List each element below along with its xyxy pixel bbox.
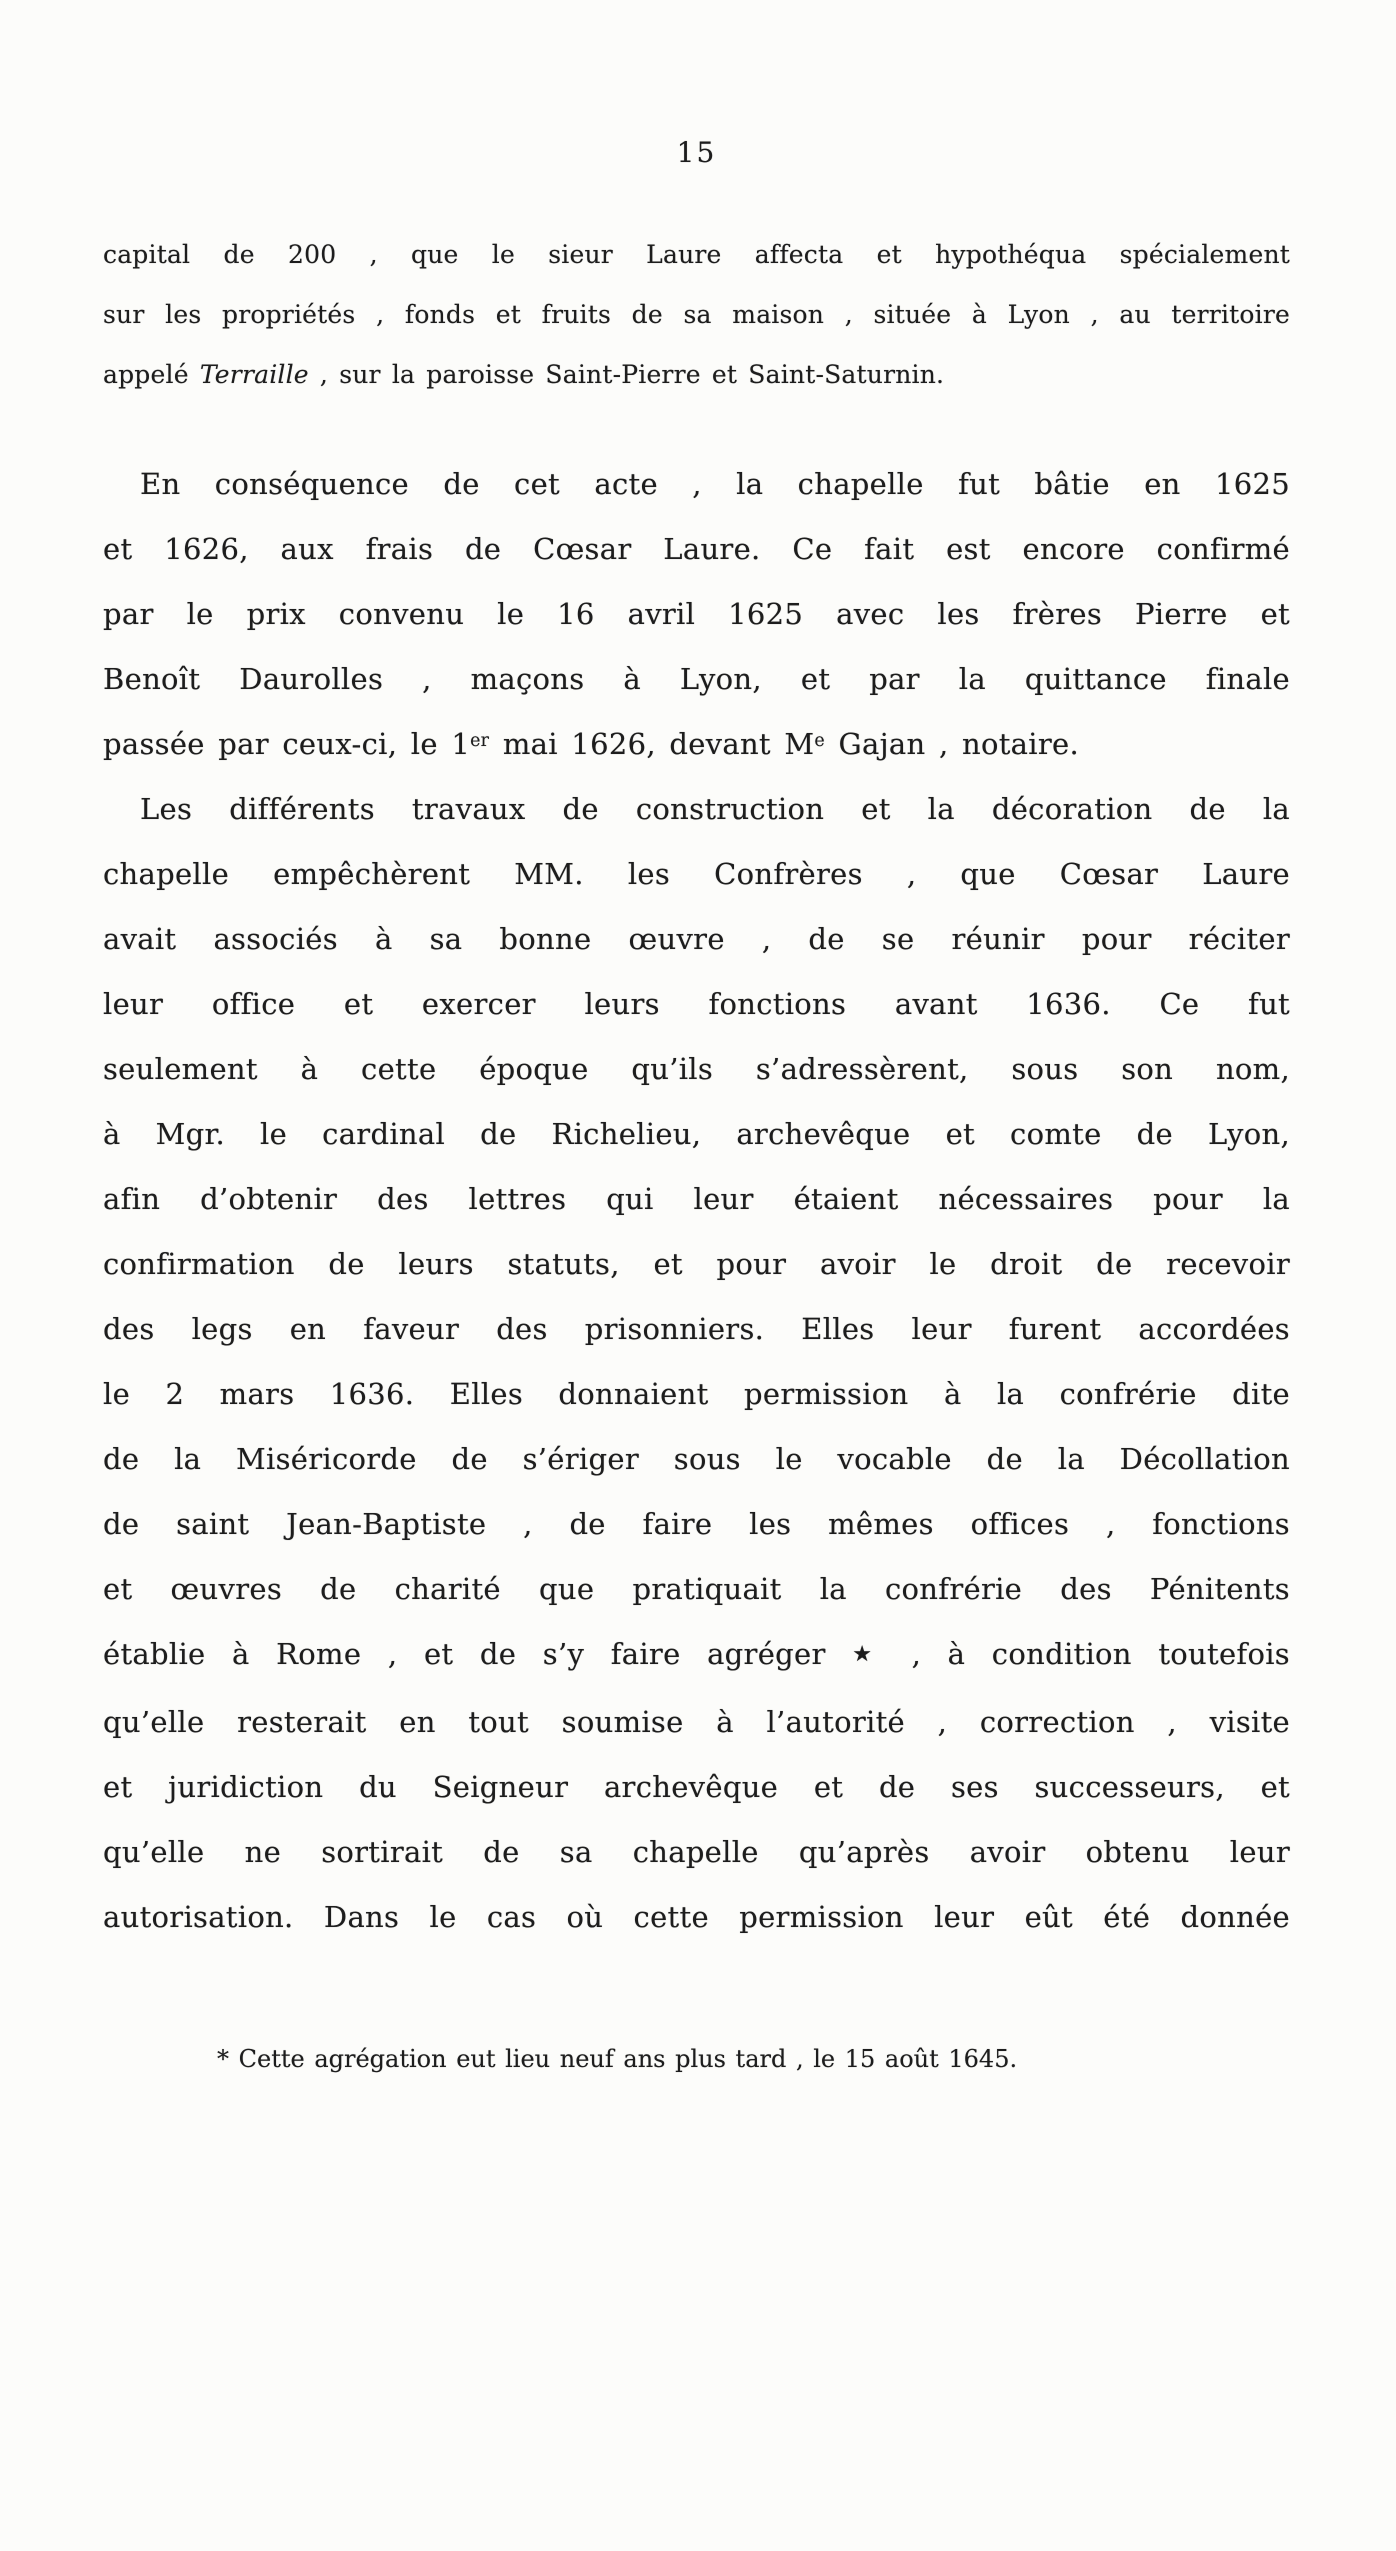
text-run: , à condition toutefois bbox=[885, 1637, 1290, 1671]
text-run: avait associés à sa bonne œuvre , de se réunir pour réciter bbox=[103, 922, 1290, 956]
text-line bbox=[103, 647, 1290, 712]
text-run: passée par ceux-ci, le 1 bbox=[103, 727, 471, 761]
paragraph-body-1 bbox=[103, 452, 1290, 777]
text-run: à Mgr. le cardinal de Richelieu, archevêque et comte de Lyon, bbox=[103, 1117, 1290, 1151]
text-line bbox=[103, 1755, 1290, 1820]
text-line bbox=[103, 2042, 1290, 2076]
text-run: autorisation. Dans le cas où cette permission leur eût été donnée bbox=[103, 1900, 1290, 1934]
text-run: e bbox=[814, 731, 825, 752]
text-line bbox=[103, 1622, 1290, 1690]
text-run: capital de 200 , que le sieur Laure affecta et hypothéqua spécialement bbox=[103, 240, 1290, 269]
text-column bbox=[103, 225, 1290, 1950]
text-run: leur office et exercer leurs fonctions avant 1636. Ce fut bbox=[103, 987, 1290, 1021]
text-run: de saint Jean-Baptiste , de faire les mêmes offices , fonctions bbox=[103, 1507, 1290, 1541]
page-number: 15 bbox=[676, 136, 717, 169]
text-run: Benoît Daurolles , maçons à Lyon, et par la quittance finale bbox=[103, 662, 1290, 696]
text-run: afin d’obtenir des lettres qui leur étaient nécessaires pour la bbox=[103, 1182, 1290, 1216]
text-line bbox=[103, 1297, 1290, 1362]
paragraph-body-2 bbox=[103, 777, 1290, 1950]
paragraph-continuation-small bbox=[103, 225, 1290, 405]
text-line bbox=[103, 452, 1290, 517]
text-line bbox=[103, 1885, 1290, 1950]
text-run: , sur la paroisse Saint-Pierre et Saint-Saturnin. bbox=[308, 360, 945, 389]
text-run: mai 1626, devant M bbox=[489, 727, 815, 761]
text-line bbox=[103, 225, 1290, 285]
text-line bbox=[103, 907, 1290, 972]
text-run: appelé bbox=[103, 360, 200, 389]
text-line bbox=[103, 517, 1290, 582]
text-run: Terraille bbox=[199, 360, 309, 389]
text-run: établie à Rome , et de s’y faire agréger bbox=[103, 1637, 853, 1671]
text-run: et œuvres de charité que pratiquait la confrérie des Pénitents bbox=[103, 1572, 1290, 1606]
footnote-star-marker-icon: ★ bbox=[852, 1642, 886, 1668]
text-run: par le prix convenu le 16 avril 1625 avec les frères Pierre et bbox=[103, 597, 1290, 631]
footnote bbox=[103, 2042, 1290, 2076]
text-line bbox=[103, 1557, 1290, 1622]
text-line bbox=[103, 777, 1290, 842]
text-line bbox=[103, 842, 1290, 907]
text-line bbox=[103, 1690, 1290, 1755]
text-run: Les différents travaux de construction et la décoration de la bbox=[140, 792, 1290, 826]
text-run: seulement à cette époque qu’ils s’adressèrent, sous son nom, bbox=[103, 1052, 1290, 1086]
text-line bbox=[103, 1492, 1290, 1557]
text-run: En conséquence de cet acte , la chapelle fut bâtie en 1625 bbox=[140, 467, 1290, 501]
text-line bbox=[103, 1232, 1290, 1297]
text-run: er bbox=[470, 731, 490, 752]
text-line bbox=[103, 1820, 1290, 1885]
text-line bbox=[103, 712, 1290, 777]
text-run: * Cette agrégation eut lieu neuf ans plus tard , le 15 août 1645. bbox=[217, 2045, 1018, 2073]
text-line bbox=[103, 1167, 1290, 1232]
text-run: des legs en faveur des prisonniers. Elles leur furent accordées bbox=[103, 1312, 1290, 1346]
text-run: de la Miséricorde de s’ériger sous le vocable de la Décollation bbox=[103, 1442, 1290, 1476]
text-run: Gajan , notaire. bbox=[825, 727, 1079, 761]
text-line bbox=[103, 1037, 1290, 1102]
text-run: sur les propriétés , fonds et fruits de sa maison , située à Lyon , au territoire bbox=[103, 300, 1290, 329]
text-line bbox=[103, 285, 1290, 345]
text-run: et 1626, aux frais de Cœsar Laure. Ce fait est encore confirmé bbox=[103, 532, 1290, 566]
text-run: confirmation de leurs statuts, et pour avoir le droit de recevoir bbox=[103, 1247, 1290, 1281]
text-line bbox=[103, 582, 1290, 647]
text-run: qu’elle resterait en tout soumise à l’autorité , correction , visite bbox=[103, 1705, 1290, 1739]
text-run: qu’elle ne sortirait de sa chapelle qu’après avoir obtenu leur bbox=[103, 1835, 1290, 1869]
text-run: chapelle empêchèrent MM. les Confrères , que Cœsar Laure bbox=[103, 857, 1290, 891]
text-line bbox=[103, 1427, 1290, 1492]
text-line bbox=[103, 1102, 1290, 1167]
text-run: et juridiction du Seigneur archevêque et de ses successeurs, et bbox=[103, 1770, 1290, 1804]
text-line bbox=[103, 972, 1290, 1037]
text-line bbox=[103, 345, 1290, 405]
text-line bbox=[103, 1362, 1290, 1427]
text-run: le 2 mars 1636. Elles donnaient permission à la confrérie dite bbox=[103, 1377, 1290, 1411]
